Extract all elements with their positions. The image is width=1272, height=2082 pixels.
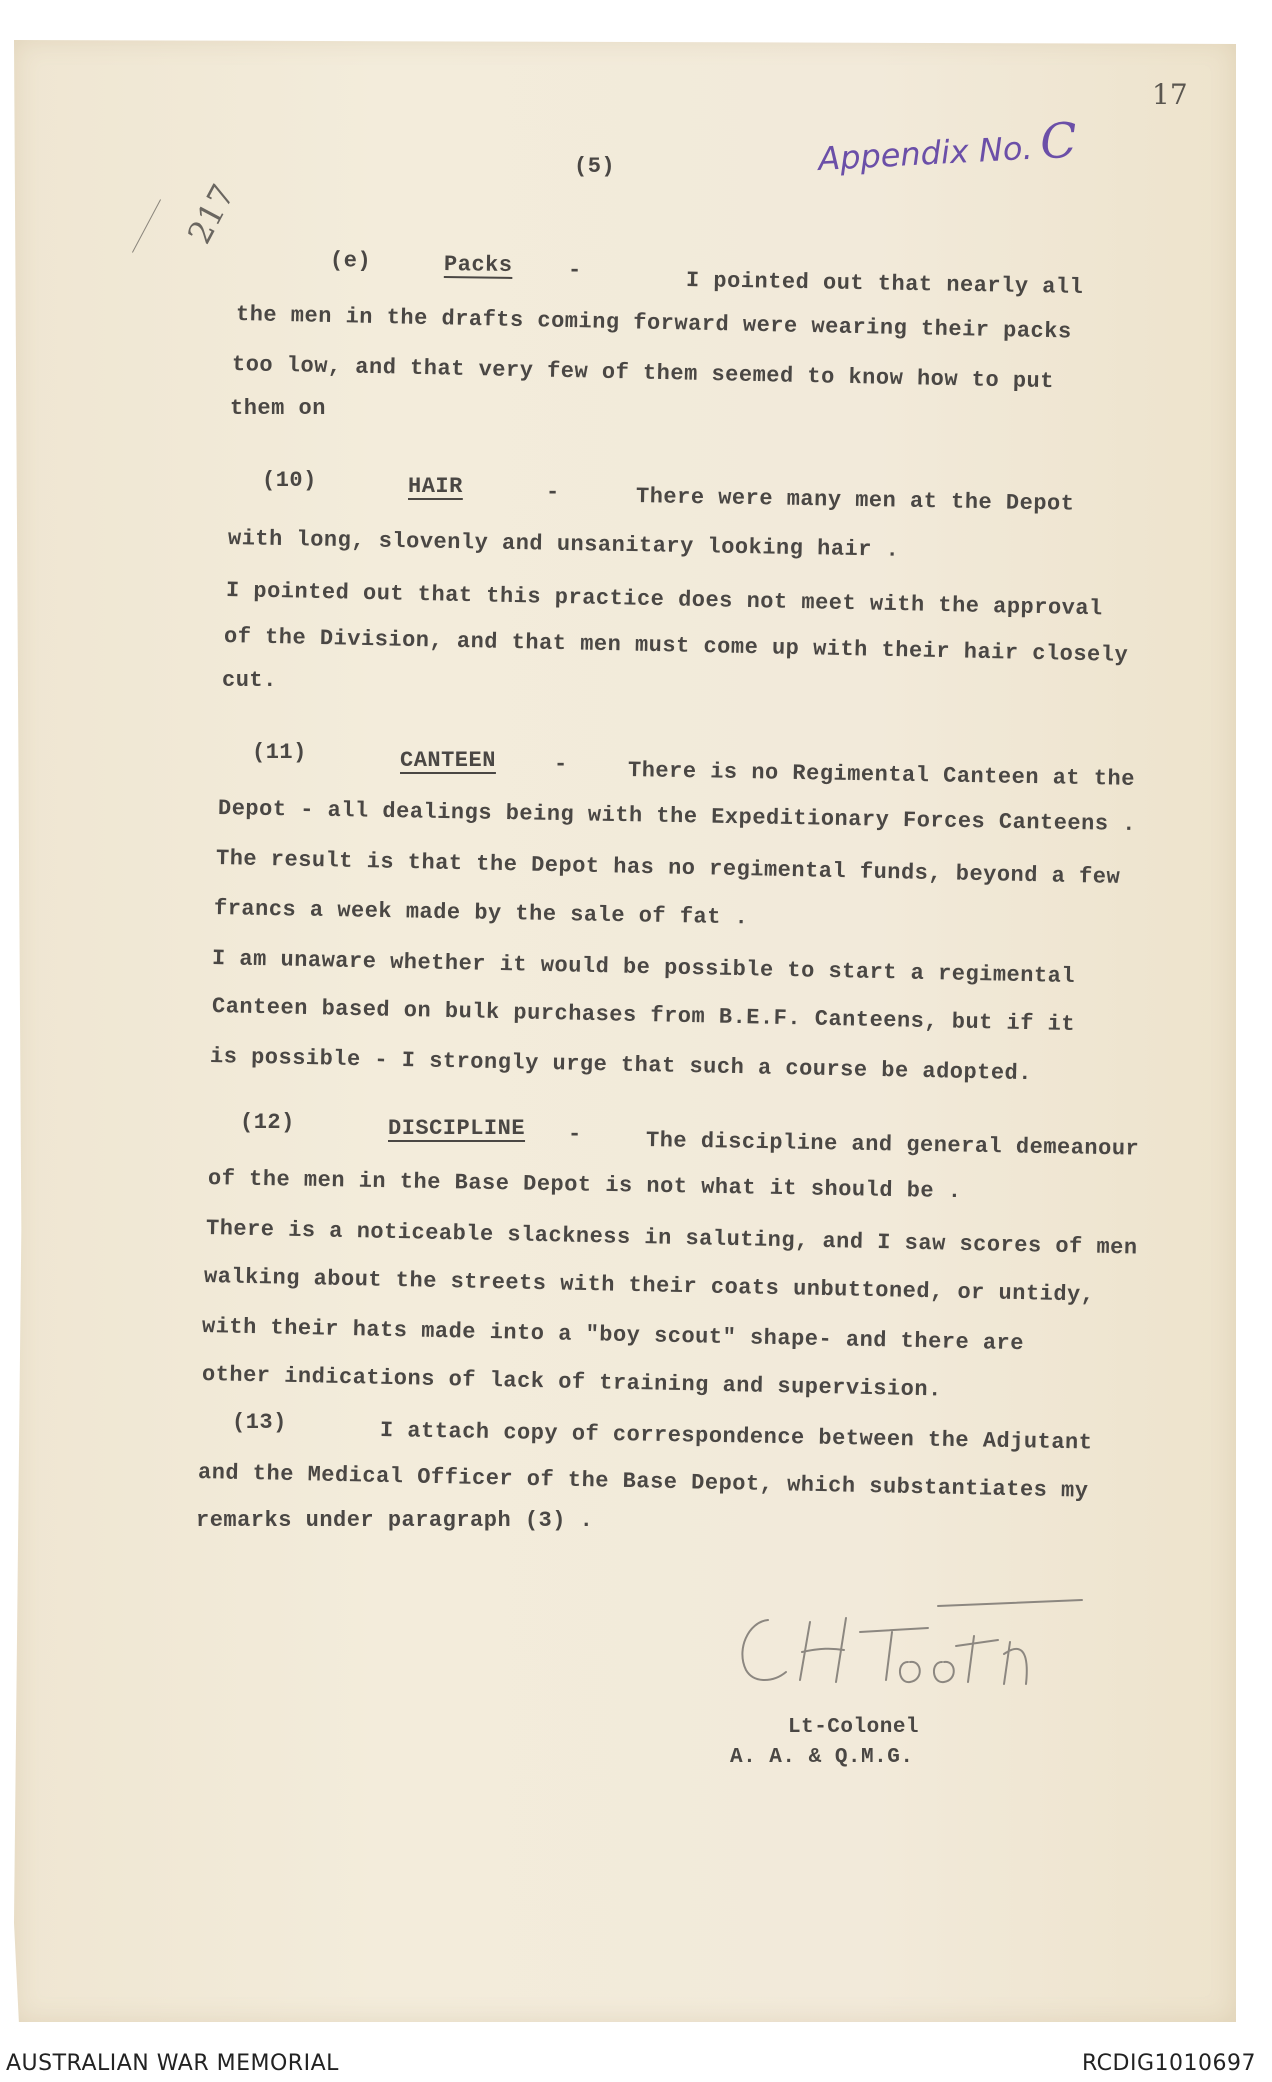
text-line: The discipline and general demeanour	[645, 1128, 1140, 1162]
text-line: with long, slovenly and unsanitary looking hair .	[227, 526, 900, 563]
text-line: There is a noticeable slackness in saluting, and I saw scores of men	[205, 1216, 1138, 1261]
folio-number: 17	[1152, 78, 1188, 111]
para-e-heading: Packs	[443, 252, 513, 278]
text-line: walking about the streets with their coats unbuttoned, or untidy,	[203, 1264, 1095, 1308]
page-number: (5)	[574, 154, 616, 179]
para-12-number: (12)	[240, 1110, 295, 1135]
para-e-number: (e)	[329, 248, 372, 274]
text-line: is possible - I strongly urge that such a course be adopted.	[209, 1044, 1033, 1087]
text-line: too low, and that very few of them seemed to know how to put	[231, 352, 1055, 395]
footer-record-id: RCDIG1010697	[1081, 2051, 1256, 2076]
text-line: the men in the drafts coming forward were wearing their packs	[235, 302, 1072, 345]
signature-rank: Lt-Colonel	[788, 1716, 920, 1739]
text-line: remarks under paragraph (3) .	[196, 1508, 594, 1533]
para-12-heading: DISCIPLINE	[388, 1116, 526, 1141]
appendix-label: Appendix No.	[817, 128, 1034, 178]
text-line: The result is that the Depot has no regimental funds, beyond a few	[215, 846, 1121, 890]
text-line: I attach copy of correspondence between the Adjutant	[379, 1418, 1093, 1456]
text-line: them on	[230, 396, 326, 421]
para-10-dash: -	[546, 480, 560, 505]
signature-image	[728, 1592, 1088, 1702]
para-10-number: (10)	[262, 468, 317, 493]
footer-institution: AUSTRALIAN WAR MEMORIAL	[6, 2051, 339, 2076]
para-11-dash: -	[554, 752, 568, 777]
text-line: There is no Regimental Canteen at the	[627, 758, 1136, 792]
text-line: and the Medical Officer of the Base Depot, which substantiates my	[197, 1460, 1089, 1504]
pencil-folio-number: 217	[180, 178, 243, 250]
appendix-letter: C	[1038, 112, 1079, 171]
text-line: Canteen based on bulk purchases from B.E.F. Canteens, but if it	[211, 994, 1076, 1038]
para-12-dash: -	[568, 1122, 582, 1147]
text-line: other indications of lack of training and supervision.	[201, 1362, 943, 1403]
text-line: There were many men at the Depot	[635, 484, 1075, 517]
para-11-heading: CANTEEN	[400, 748, 496, 773]
para-11-number: (11)	[252, 740, 307, 765]
text-line: of the Division, and that men must come up with their hair closely	[223, 624, 1129, 668]
text-line: I am unaware whether it would be possible to start a regimental	[211, 946, 1076, 990]
text-line: I pointed out that this practice does not meet with the approval	[225, 578, 1104, 622]
text-line: francs a week made by the sale of fat .	[213, 896, 749, 931]
text-line: cut.	[222, 668, 277, 693]
text-line: of the men in the Base Depot is not what it should be .	[207, 1166, 962, 1205]
text-line: I pointed out that nearly all	[685, 268, 1084, 300]
para-10-heading: HAIR	[408, 474, 463, 499]
para-e-dash: -	[568, 258, 582, 283]
signature-title: A. A. & Q.M.G.	[730, 1746, 914, 1769]
text-line: with their hats made into a "boy scout" shape- and there are	[201, 1314, 1025, 1357]
para-13-number: (13)	[232, 1410, 287, 1435]
text-line: Depot - all dealings being with the Expeditionary Forces Canteens .	[217, 796, 1137, 838]
